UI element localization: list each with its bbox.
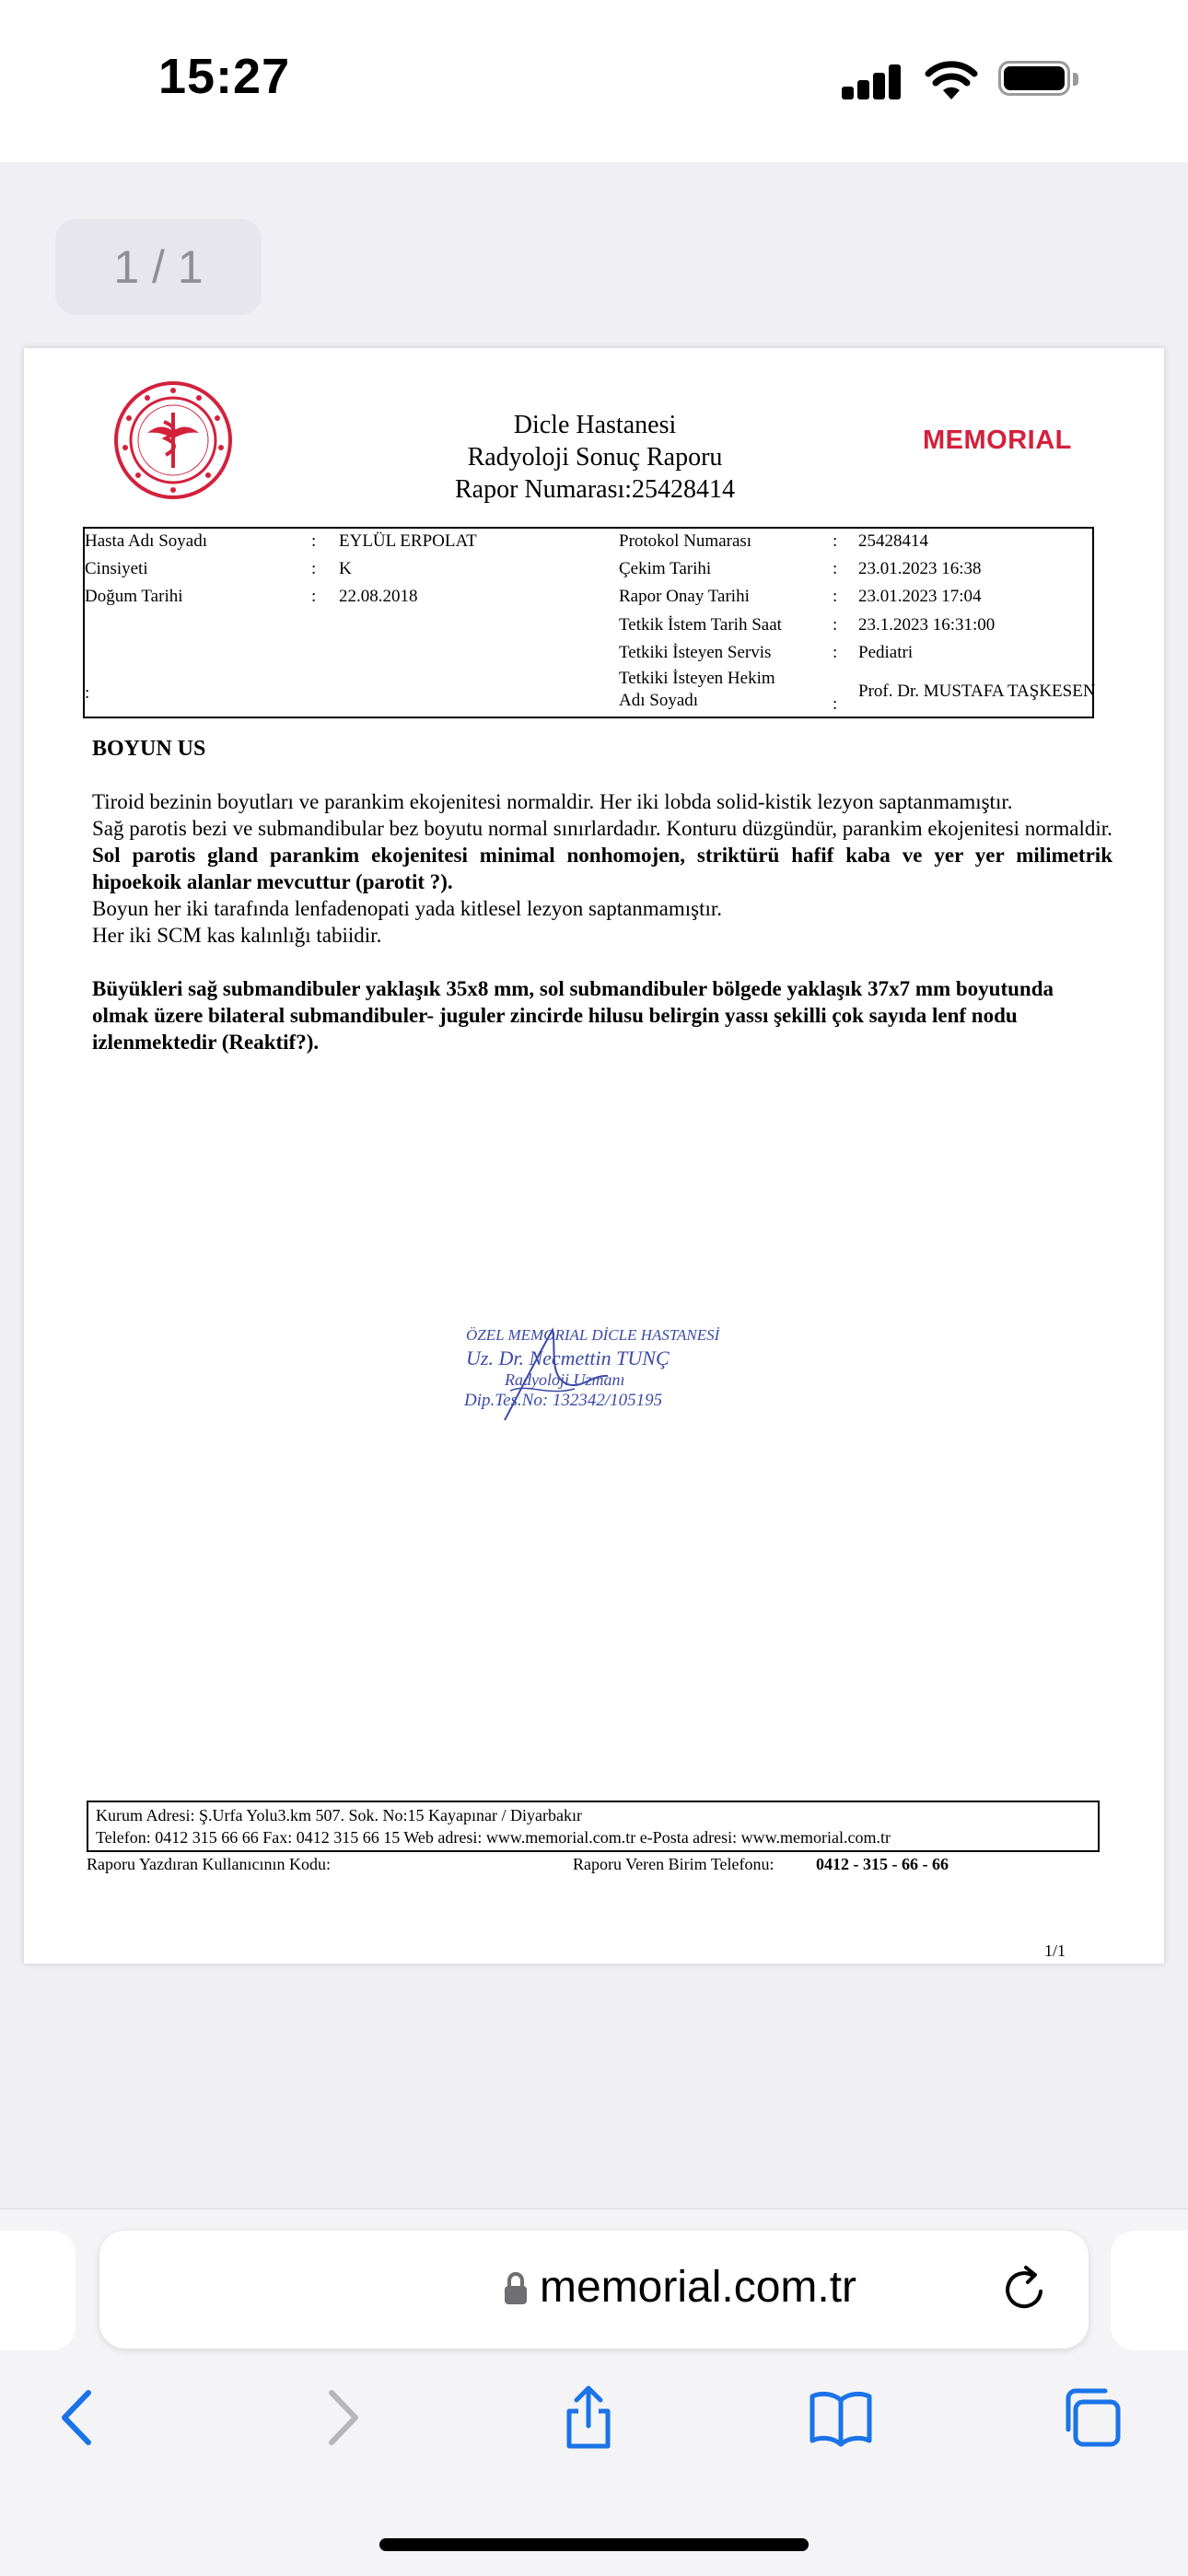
battery-icon bbox=[998, 61, 1079, 99]
label-doctor-line1: Tetkiki İsteyen Hekim bbox=[619, 669, 775, 688]
forward-icon[interactable] bbox=[308, 2385, 372, 2450]
value-birth-date: 22.08.2018 bbox=[339, 587, 418, 606]
colon: : bbox=[833, 643, 838, 662]
colon: : bbox=[833, 615, 838, 635]
reload-icon[interactable] bbox=[1000, 2264, 1052, 2315]
label-protocol: Protokol Numarası bbox=[619, 531, 752, 551]
label-birth-date: Doğum Tarihi bbox=[85, 587, 183, 606]
lock-icon bbox=[503, 2271, 529, 2306]
stamp-line: ÖZEL MEMORIAL DİCLE HASTANESİ bbox=[466, 1326, 720, 1344]
label-service: Tetkiki İsteyen Servis bbox=[619, 643, 772, 662]
value-doctor: Prof. Dr. MUSTAFA TAŞKESEN bbox=[858, 682, 1096, 701]
colon: : bbox=[311, 587, 317, 606]
previous-tab-preview[interactable] bbox=[0, 2231, 76, 2350]
finding-paragraph: Sağ parotis bezi ve submandibular bez boyutu normal sınırlardadır. Konturu düzgündür, parankim ekojenitesi normaldir. bbox=[92, 817, 1112, 840]
footer-contact: Telefon: 0412 315 66 66 Fax: 0412 315 66 15 Web adresi: www.memorial.com.tr e-Posta adresi: www.memorial.com.tr bbox=[96, 1828, 891, 1847]
value-protocol: 25428414 bbox=[858, 531, 928, 551]
status-time: 15:27 bbox=[158, 49, 291, 104]
page-counter: 1 / 1 bbox=[55, 219, 262, 315]
value-request-date: 23.1.2023 16:31:00 bbox=[858, 615, 996, 635]
colon: : bbox=[85, 683, 90, 703]
patient-info-table bbox=[83, 527, 1094, 718]
report-number: Rapor Numarası:25428414 bbox=[454, 475, 736, 504]
label-patient-name: Hasta Adı Soyadı bbox=[85, 531, 207, 551]
label-shot-date: Çekim Tarihi bbox=[619, 559, 712, 578]
share-icon[interactable] bbox=[556, 2385, 621, 2450]
stamp-line: Radyoloji Uzmanı bbox=[505, 1370, 625, 1389]
pdf-page bbox=[24, 348, 1164, 1964]
value-approval-date: 23.01.2023 17:04 bbox=[858, 587, 982, 606]
memorial-logo: MEMORIAL bbox=[923, 425, 1072, 455]
footer-address: Kurum Adresi: Ş.Urfa Yolu3.km 507. Sok. No:15 Kayapınar / Diyarbakır bbox=[96, 1806, 582, 1824]
report-body bbox=[92, 788, 1112, 1055]
footer-printer-label: Raporu Yazdıran Kullanıcının Kodu: bbox=[87, 1855, 331, 1873]
label-gender: Cinsiyeti bbox=[85, 559, 148, 578]
wifi-icon bbox=[925, 59, 978, 101]
next-tab-preview[interactable] bbox=[1111, 2231, 1188, 2350]
hospital-name: Dicle Hastanesi bbox=[513, 411, 677, 439]
stamp-line: Dip.Tes.No: 132342/105195 bbox=[464, 1391, 663, 1410]
cellular-signal-icon bbox=[842, 63, 903, 99]
bookmarks-icon[interactable] bbox=[809, 2385, 873, 2450]
stamp-line: Uz. Dr. Necmettin TUNÇ bbox=[466, 1346, 670, 1370]
report-title: BOYUN US bbox=[92, 737, 206, 761]
footer-unit-phone-label: Raporu Veren Birim Telefonu: bbox=[573, 1855, 775, 1873]
footer-address-box bbox=[87, 1801, 1100, 1852]
tabs-icon[interactable] bbox=[1059, 2385, 1124, 2450]
status-bar bbox=[0, 0, 1188, 162]
colon: : bbox=[833, 694, 838, 714]
colon: : bbox=[833, 587, 838, 606]
finding-paragraph: Boyun her iki tarafında lenfadenopati yada kitlesel lezyon saptanmamıştır. bbox=[92, 897, 723, 920]
colon: : bbox=[833, 559, 838, 578]
signature bbox=[492, 1319, 621, 1429]
value-service: Pediatri bbox=[858, 643, 914, 662]
colon: : bbox=[833, 531, 838, 551]
ministry-of-health-logo bbox=[112, 379, 234, 501]
footer-unit-phone-value: 0412 - 315 - 66 - 66 bbox=[816, 1855, 949, 1873]
label-request-date: Tetkik İstem Tarih Saat bbox=[619, 615, 782, 635]
page-number: 1/1 bbox=[1044, 1941, 1066, 1960]
finding-paragraph: Sol parotis gland parankim ekojenitesi minimal nonhomojen, striktürü hafif kaba ve yer yer milimetrik hipoekoik alanlar mevcuttur (parotit ?). bbox=[92, 844, 1112, 893]
doctor-stamp bbox=[464, 1326, 720, 1446]
value-shot-date: 23.01.2023 16:38 bbox=[858, 559, 982, 578]
colon: : bbox=[311, 559, 317, 578]
value-gender: K bbox=[339, 559, 352, 578]
value-patient-name: EYLÜL ERPOLAT bbox=[339, 531, 477, 551]
report-header bbox=[300, 409, 890, 506]
label-doctor-line2: Adı Soyadı bbox=[619, 691, 699, 710]
finding-paragraph: Her iki SCM kas kalınlığı tabiidir. bbox=[92, 924, 382, 947]
back-icon[interactable] bbox=[48, 2385, 112, 2450]
address-bar[interactable] bbox=[99, 2231, 1089, 2349]
finding-paragraph: Tiroid bezinin boyutları ve parankim ekojenitesi normaldir. Her iki lobda solid-kistik lezyon saptanmamıştır. bbox=[92, 790, 1013, 813]
conclusion-paragraph: Büyükleri sağ submandibuler yaklaşık 35x8 mm, sol submandibuler bölgede yaklaşık 37x7 mm boyutunda olmak üzere bilateral submandibuler- juguler zincirde hilusu belirgin yassı şekilli çok sayıda lenf nodu izlenmektedir (Reaktif?). bbox=[92, 977, 1054, 1054]
report-type: Radyoloji Sonuç Raporu bbox=[467, 443, 723, 472]
url-text: memorial.com.tr bbox=[540, 2263, 857, 2312]
label-approval-date: Rapor Onay Tarihi bbox=[619, 587, 750, 606]
colon: : bbox=[311, 531, 317, 551]
home-indicator bbox=[379, 2538, 809, 2551]
